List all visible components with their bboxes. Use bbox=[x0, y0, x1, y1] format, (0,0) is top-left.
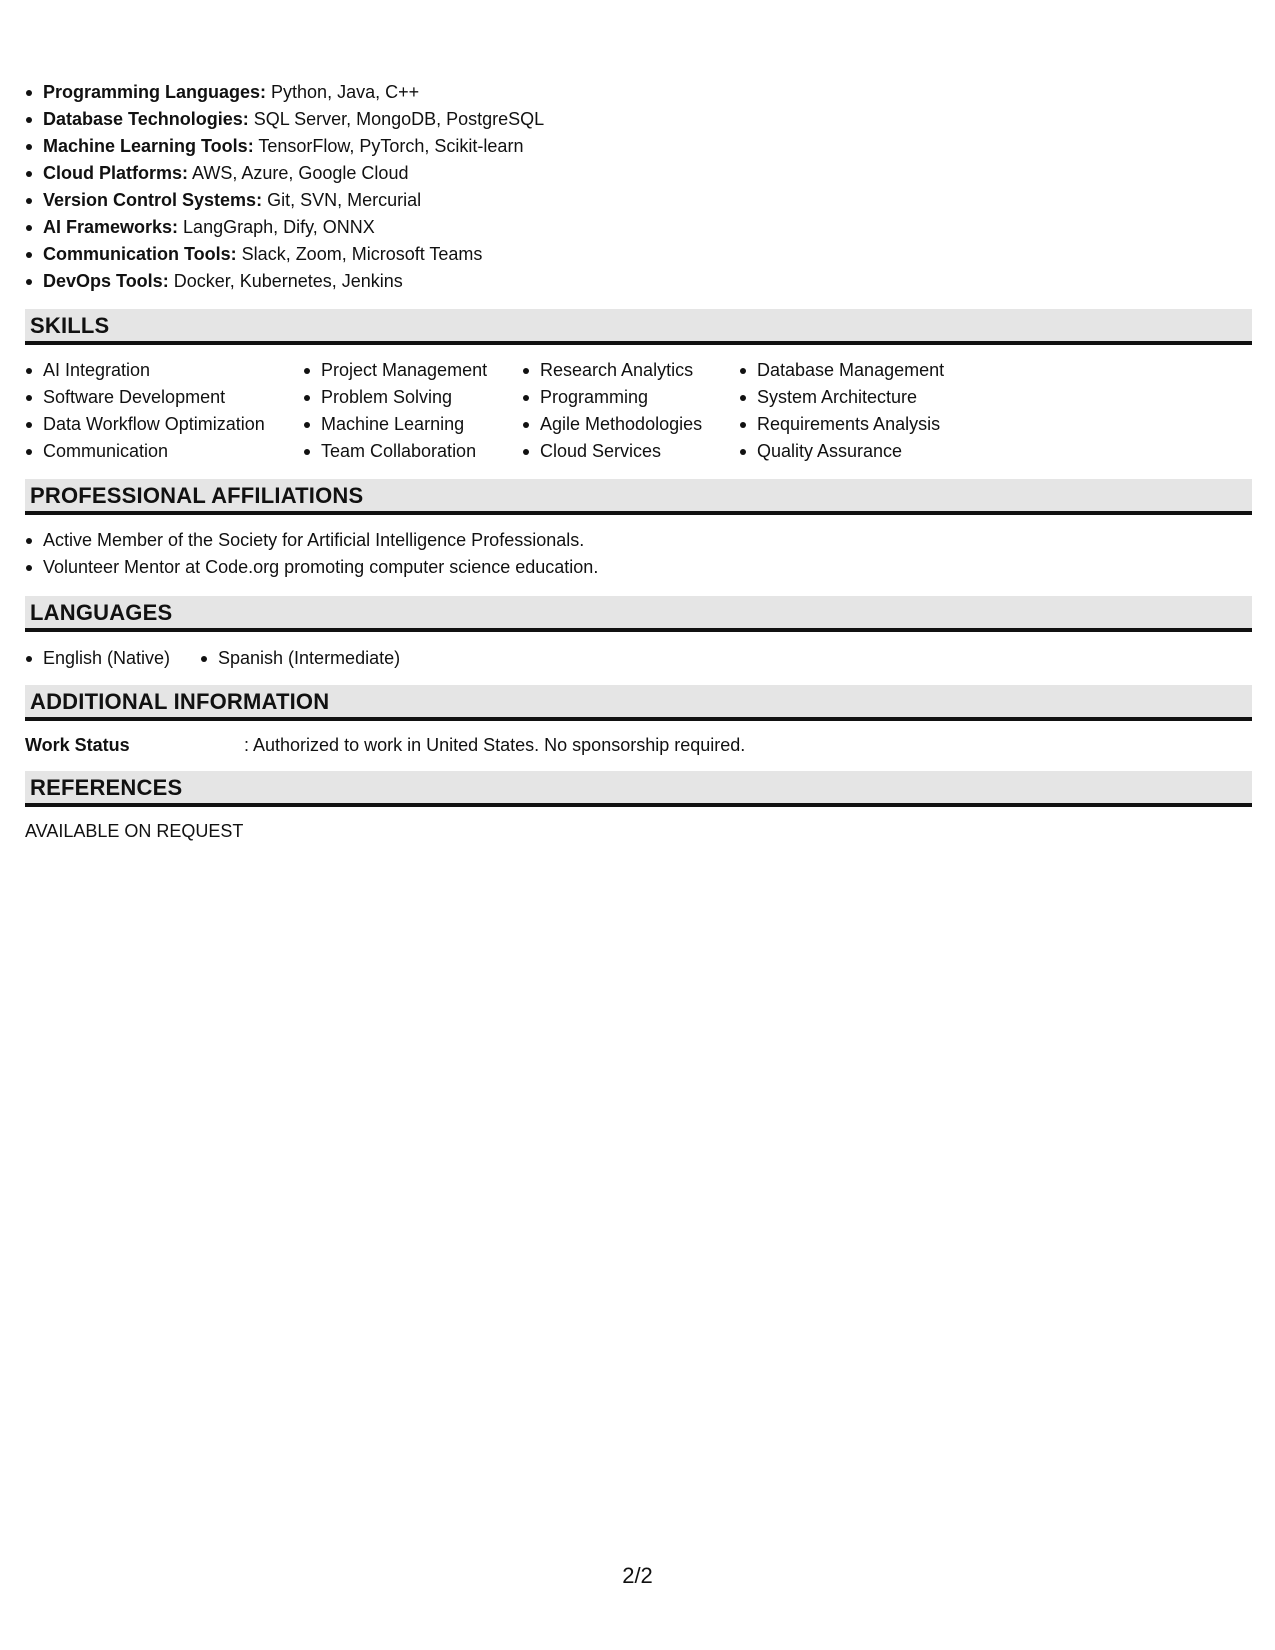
affiliations-list bbox=[25, 527, 598, 581]
item-value: Python, Java, C++ bbox=[266, 82, 420, 102]
skill-item: Problem Solving bbox=[303, 384, 487, 411]
list-item bbox=[25, 106, 544, 133]
skill-item: Machine Learning bbox=[303, 411, 487, 438]
section-header-references bbox=[25, 771, 1252, 807]
item-label: Machine Learning Tools: bbox=[43, 136, 254, 156]
work-status-label: Work Status bbox=[25, 735, 130, 755]
section-title: PROFESSIONAL AFFILIATIONS bbox=[30, 483, 364, 508]
language-item: English (Native) bbox=[25, 645, 170, 672]
skill-item: Communication bbox=[25, 438, 265, 465]
skill-item: Data Workflow Optimization bbox=[25, 411, 265, 438]
skill-item: Programming bbox=[522, 384, 702, 411]
list-item bbox=[25, 187, 544, 214]
skill-item: Quality Assurance bbox=[739, 438, 944, 465]
item-label: Programming Languages: bbox=[43, 82, 267, 102]
item-value: SQL Server, MongoDB, PostgreSQL bbox=[248, 109, 545, 129]
list-item bbox=[25, 268, 544, 295]
skills-column bbox=[303, 357, 487, 465]
section-title: REFERENCES bbox=[30, 775, 183, 800]
technical-skills-list bbox=[25, 79, 544, 295]
language-item: Spanish (Intermediate) bbox=[200, 645, 400, 672]
references-text: AVAILABLE ON REQUEST bbox=[25, 821, 244, 841]
item-value: Git, SVN, Mercurial bbox=[262, 190, 422, 210]
list-item bbox=[25, 160, 544, 187]
item-value: Slack, Zoom, Microsoft Teams bbox=[236, 244, 483, 264]
list-item: Active Member of the Society for Artificial Intelligence Professionals. bbox=[25, 527, 598, 554]
item-value: AWS, Azure, Google Cloud bbox=[188, 163, 409, 183]
section-header-skills bbox=[25, 309, 1252, 345]
item-label: DevOps Tools: bbox=[43, 271, 169, 291]
section-header-additional-information bbox=[25, 685, 1252, 721]
section-header-languages bbox=[25, 596, 1252, 632]
skill-item: System Architecture bbox=[739, 384, 944, 411]
item-label: Version Control Systems: bbox=[43, 190, 263, 210]
item-value: Docker, Kubernetes, Jenkins bbox=[168, 271, 403, 291]
item-value: LangGraph, Dify, ONNX bbox=[178, 217, 375, 237]
item-label: Communication Tools: bbox=[43, 244, 237, 264]
section-title: ADDITIONAL INFORMATION bbox=[30, 689, 330, 714]
skill-item: Database Management bbox=[739, 357, 944, 384]
skills-column bbox=[739, 357, 944, 465]
skill-item: Project Management bbox=[303, 357, 487, 384]
list-item bbox=[25, 133, 544, 160]
list-item: Volunteer Mentor at Code.org promoting computer science education. bbox=[25, 554, 598, 581]
skill-item: Requirements Analysis bbox=[739, 411, 944, 438]
list-item bbox=[25, 214, 544, 241]
page-number: 2/2 bbox=[622, 1563, 653, 1588]
section-header-affiliations bbox=[25, 479, 1252, 515]
item-label: Cloud Platforms: bbox=[43, 163, 189, 183]
skills-column bbox=[25, 357, 265, 465]
work-status-value: : Authorized to work in United States. No sponsorship required. bbox=[244, 735, 746, 755]
skill-item: Cloud Services bbox=[522, 438, 702, 465]
list-item bbox=[25, 241, 544, 268]
skill-item: AI Integration bbox=[25, 357, 265, 384]
skill-item: Research Analytics bbox=[522, 357, 702, 384]
item-label: AI Frameworks: bbox=[43, 217, 179, 237]
skill-item: Agile Methodologies bbox=[522, 411, 702, 438]
item-label: Database Technologies: bbox=[43, 109, 249, 129]
skill-item: Software Development bbox=[25, 384, 265, 411]
list-item bbox=[25, 79, 544, 106]
section-title: LANGUAGES bbox=[30, 600, 173, 625]
skills-column bbox=[522, 357, 702, 465]
item-value: TensorFlow, PyTorch, Scikit-learn bbox=[253, 136, 524, 156]
section-title: SKILLS bbox=[30, 313, 110, 338]
skill-item: Team Collaboration bbox=[303, 438, 487, 465]
